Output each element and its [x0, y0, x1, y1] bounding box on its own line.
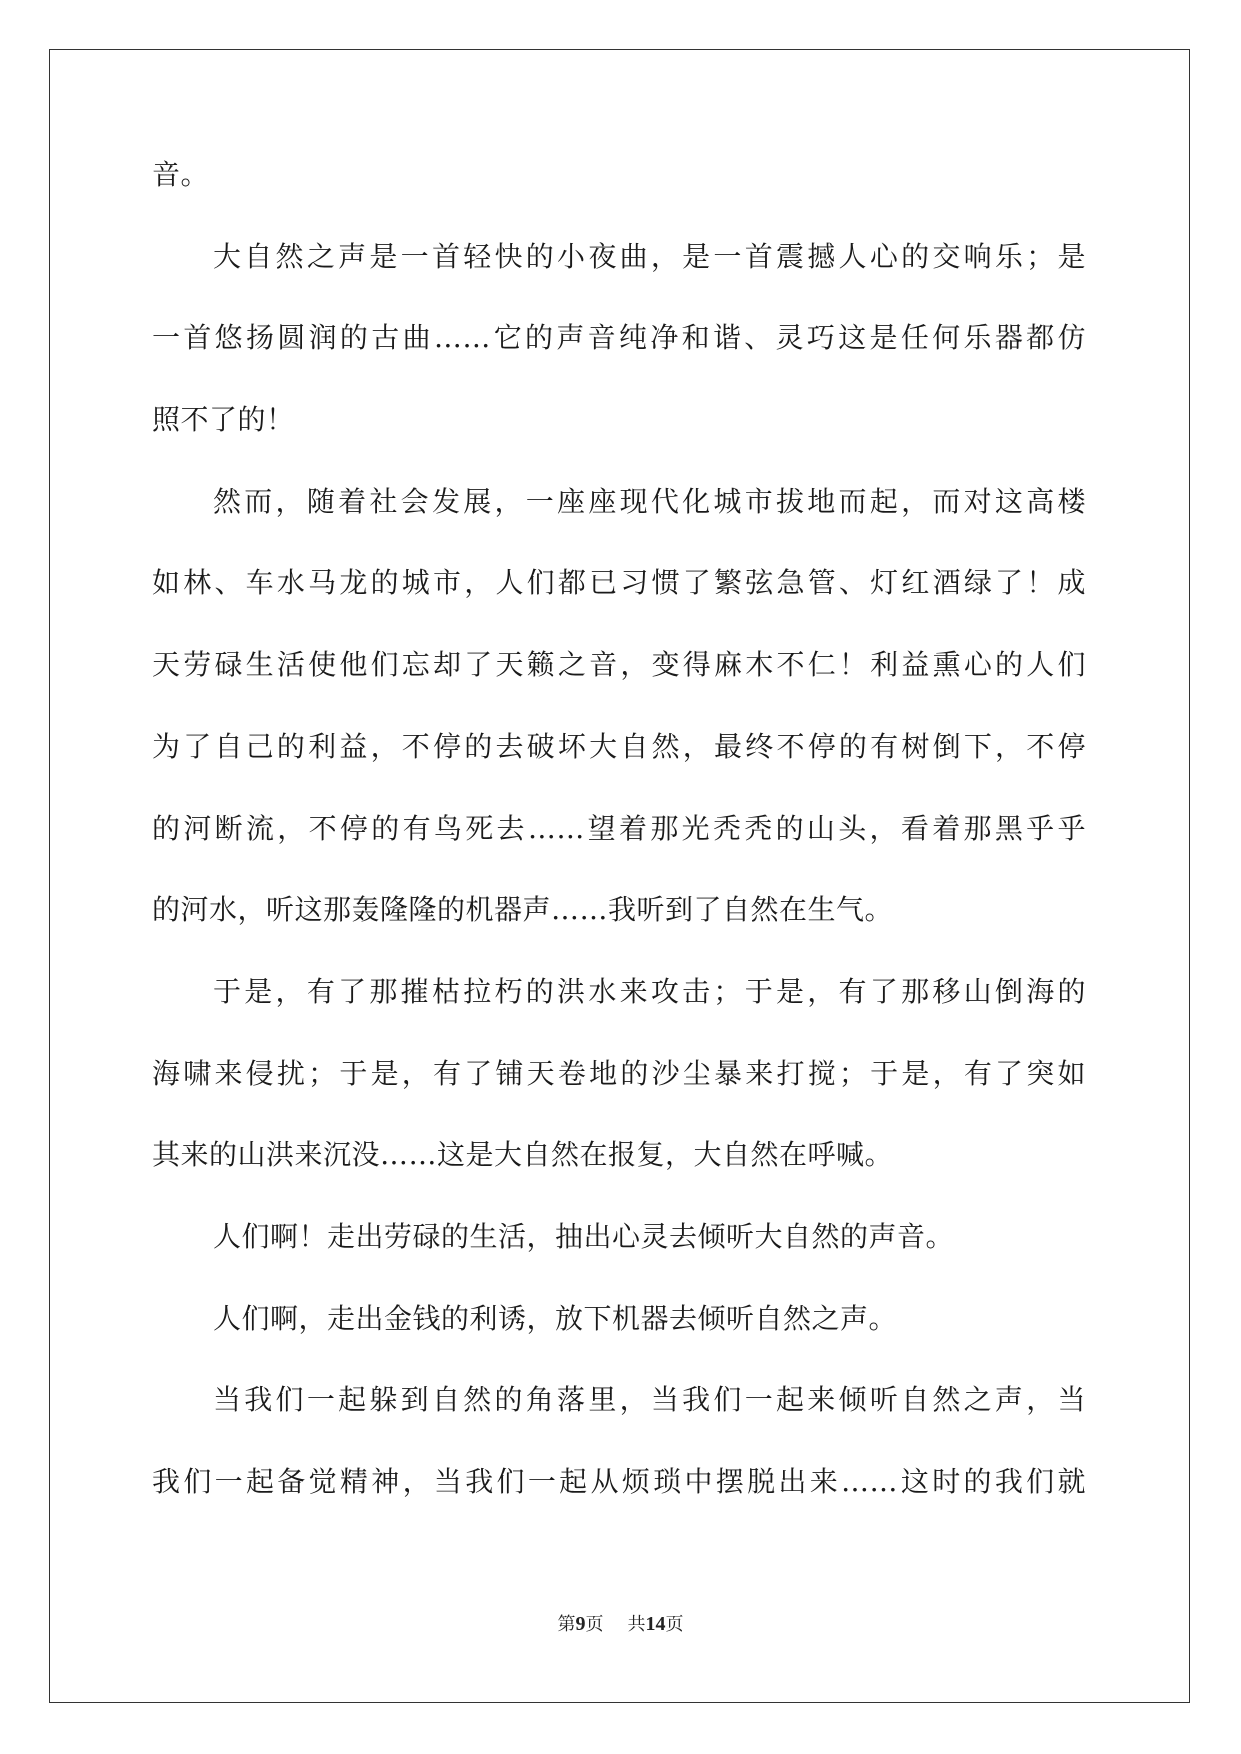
document-body [152, 155, 1086, 1544]
text-line: 天劳碌生活使他们忘却了天籁之音，变得麻木不仁！利益熏心的人们 [152, 648, 1086, 682]
paragraph-first-line: 人们啊，走出金钱的利诱，放下机器去倾听自然之声。 [213, 1301, 898, 1335]
text-line: 的河水，听这那轰隆隆的机器声……我听到了自然在生气。 [152, 893, 894, 927]
paragraph-first-line: 大自然之声是一首轻快的小夜曲，是一首震撼人心的交响乐；是 [213, 239, 1086, 273]
text-line: 其来的山洪来沉没……这是大自然在报复，大自然在呼喊。 [152, 1138, 894, 1172]
page-prefix: 第 [557, 1614, 576, 1635]
page-number: 9 [575, 1613, 586, 1635]
text-line: 的河断流，不停的有鸟死去……望着那光秃秃的山头，看着那黑乎乎 [152, 811, 1086, 845]
paragraph-first-line: 然而，随着社会发展，一座座现代化城市拔地而起，而对这高楼 [213, 484, 1086, 518]
page-suffix: 页 [585, 1614, 604, 1635]
total-pages: 14 [645, 1613, 666, 1635]
text-line: 一首悠扬圆润的古曲……它的声音纯净和谐、灵巧这是任何乐器都仿 [152, 321, 1086, 355]
text-line: 照不了的！ [152, 403, 295, 437]
paragraph-first-line: 当我们一起躲到自然的角落里，当我们一起来倾听自然之声，当 [213, 1383, 1086, 1417]
total-suffix: 页 [665, 1614, 684, 1635]
text-line: 为了自己的利益，不停的去破坏大自然，最终不停的有树倒下，不停 [152, 729, 1086, 763]
total-prefix: 共 [627, 1614, 646, 1635]
paragraph-first-line: 于是，有了那摧枯拉朽的洪水来攻击；于是，有了那移山倒海的 [213, 974, 1086, 1008]
page-footer [0, 1613, 1241, 1636]
text-line: 如林、车水马龙的城市，人们都已习惯了繁弦急管、灯红酒绿了！成 [152, 566, 1086, 600]
text-line: 海啸来侵扰；于是，有了铺天卷地的沙尘暴来打搅；于是，有了突如 [152, 1056, 1086, 1090]
paragraph-first-line: 人们啊！走出劳碌的生活，抽出心灵去倾听大自然的声音。 [213, 1219, 955, 1253]
text-line: 音。 [152, 158, 210, 191]
text-line: 我们一起备觉精神，当我们一起从烦琐中摆脱出来……这时的我们就 [152, 1465, 1086, 1498]
